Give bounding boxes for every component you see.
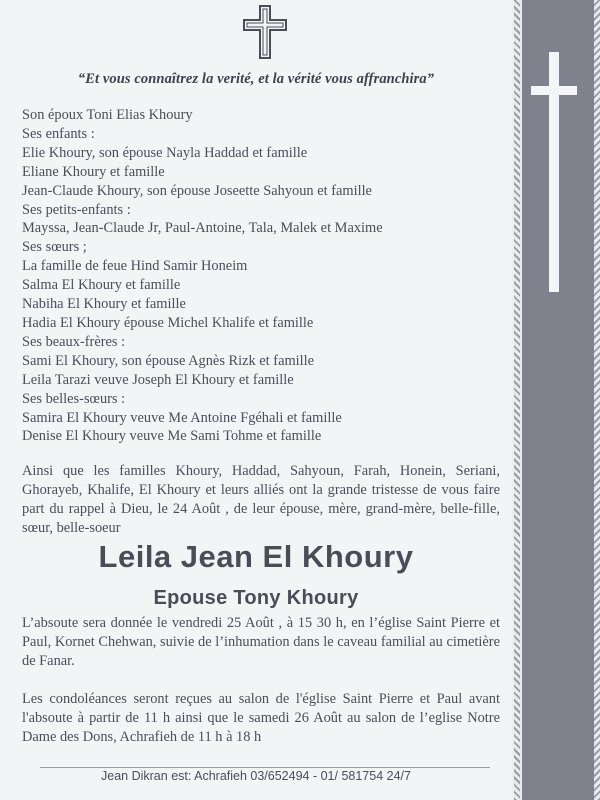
family-line: Nabiha El Khoury et famille [22,296,186,313]
family-line: Ses enfants : [22,125,95,142]
family-line: Sami El Khoury, son épouse Agnès Rizk et famille [22,352,315,369]
family-line: Ses beaux-frères : [22,333,126,350]
family-line: Ses sœurs ; [22,239,87,256]
deceased-name: Leila Jean El Khoury [98,539,414,574]
family-line: Leila Tarazi veuve Joseph El Khoury et famille [22,371,294,388]
footer-divider [40,767,490,768]
footer-contact: Jean Dikran est: Achrafieh 03/652494 - 01/ 581754 24/7 [101,769,411,783]
family-line: Elie Khoury, son épouse Nayla Haddad et famille [22,144,308,161]
family-line: Jean-Claude Khoury, son épouse Joseette Sahyoun et famille [22,182,372,199]
family-line: Eliane Khoury et famille [22,163,165,180]
family-line: Salma El Khoury et famille [22,277,181,294]
family-line: La famille de feue Hind Samir Honeim [22,258,248,275]
family-line: Mayssa, Jean-Claude Jr, Paul-Antoine, Tala, Malek et Maxime [22,220,383,237]
cross-icon [243,5,287,59]
family-list [22,106,512,446]
family-line: Son époux Toni Elias Khoury [22,107,193,123]
absoute-paragraph: L’absoute sera donnée le vendredi 25 Août , à 15 30 h, en l’église Saint Pierre et Paul, Kornet Chehwan, suivie de l’inhumation dans le caveau familial au cimetière de Fanar. [22,615,500,669]
deceased-subtitle: Epouse Tony Khoury [153,587,359,609]
condolences-paragraph: Les condoléances seront reçues au salon de l'église Saint Pierre et Paul avant l'absoute à partir de 11 h ainsi que le samedi 26 Août au salon de l’eglise Notre Dame des Dons, Achrafieh de 11 h à 18 h [22,691,500,745]
cross-icon [523,52,587,292]
family-line: Hadia El Khoury épouse Michel Khalife et famille [22,314,314,331]
family-line: Ses petits-enfants : [22,201,131,218]
family-line: Denise El Khoury veuve Me Sami Tohme et famille [22,428,322,445]
quote: “Et vous connaîtrez la verité, et la vérité vous affranchira” [77,71,435,87]
announcement-paragraph: Ainsi que les familles Khoury, Haddad, Sahyoun, Farah, Honein, Seriani, Ghorayeb, Khalife, El Khoury et leurs alliés ont la grande tristesse de vous faire part du rappel à Dieu, le 24 Août , de leur épouse, mère, grand-mère, belle-fille, sœur, belle-soeur [22,463,500,536]
family-line: Samira El Khoury veuve Me Antoine Fgéhali et famille [22,409,342,426]
family-line: Ses belles-sœurs : [22,390,126,407]
